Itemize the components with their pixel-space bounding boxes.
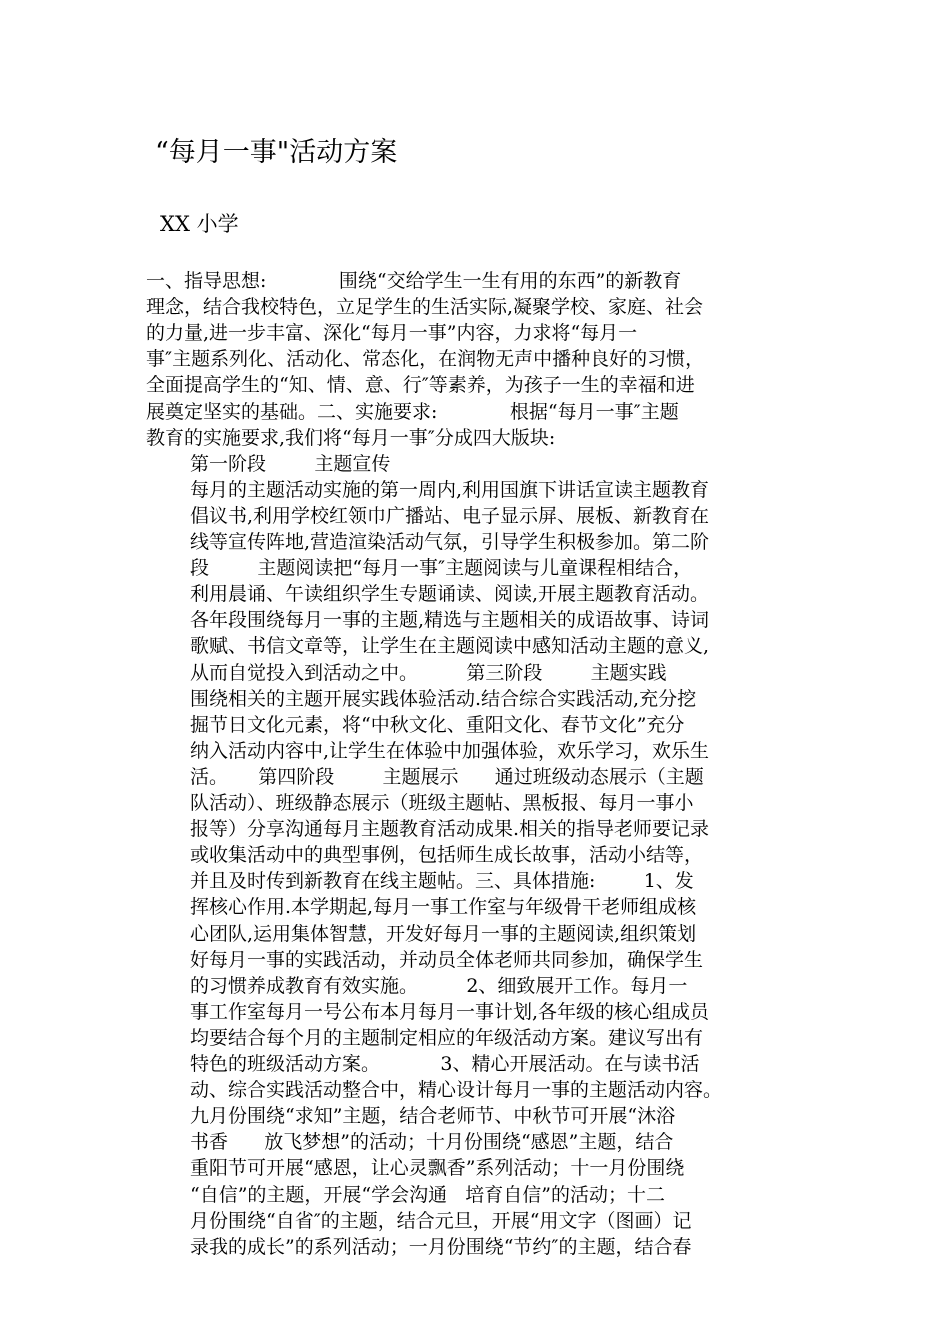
text-line: 队活动）、班级静态展示（班级主题帖、黑板报、每月一事小 bbox=[190, 792, 694, 814]
text-line: 事工作室每月一号公布本月每月一事计划,各年级的核心组成员 bbox=[190, 1000, 710, 1023]
text-line: 书香 放飞梦想”的活动；十月份围绕“感恩”主题，结合 bbox=[190, 1131, 674, 1154]
text-line: 活。 第四阶段 主题展示 通过班级动态展示（主题 bbox=[190, 765, 704, 788]
text-line: 全面提高学生的“知、情、意、行″等素养，为孩子一生的幸福和进 bbox=[146, 374, 695, 397]
text-line: 教育的实施要求,我们将“每月一事″分成四大版块: bbox=[146, 426, 556, 449]
text-line: 每月的主题活动实施的第一周内,利用国旗下讲话宣读主题教育 bbox=[190, 478, 710, 501]
text-line: “自信”的主题，开展“学会沟通 培育自信”的活动；十二 bbox=[190, 1183, 665, 1206]
text-line: 段 主题阅读把“每月一事″主题阅读与儿童课程相结合， bbox=[190, 557, 693, 580]
text-line: 的习惯养成教育有效实施。 2、细致展开工作。每月一 bbox=[190, 974, 688, 997]
text-line: 利用晨诵、午读组织学生专题诵读、阅读,开展主题教育活动。 bbox=[190, 583, 710, 606]
text-line: 掘节日文化元素，将“中秋文化、重阳文化、春节文化”充分 bbox=[190, 713, 685, 736]
text-line: 心团队,运用集体智慧，开发好每月一事的主题阅读,组织策划 bbox=[190, 922, 697, 945]
document-title: “每月一事"活动方案 bbox=[155, 137, 398, 168]
text-line: 动、综合实践活动整合中，精心设计每月一事的主题活动内容。 bbox=[190, 1079, 723, 1102]
text-line: 重阳节可开展“感恩，让心灵飘香”系列活动；十一月份围绕 bbox=[190, 1157, 685, 1180]
text-line: 的力量,进一步丰富、深化“每月一事”内容，力求将“每月一 bbox=[146, 322, 638, 345]
text-line: 线等宣传阵地,营造渲染活动气氛，引导学生积极参加。第二阶 bbox=[190, 531, 710, 553]
school-name: XX 小学 bbox=[160, 212, 239, 236]
text-line: 第一阶段 主题宣传 bbox=[190, 452, 391, 475]
text-line: 从而自觉投入到活动之中。 第三阶段 主题实践 bbox=[190, 661, 667, 684]
text-line: 并且及时传到新教育在线主题帖。三、具体措施: 1、发 bbox=[190, 870, 694, 893]
text-line: 特色的班级活动方案。 3、精心开展活动。在与读书活 bbox=[190, 1053, 700, 1075]
text-line: 一、指导思想: 围绕“交给学生一生有用的东西”的新教育 bbox=[146, 270, 682, 292]
text-line: 事″主题系列化、活动化、常态化，在润物无声中播种良好的习惯， bbox=[146, 348, 705, 371]
text-line: 或收集活动中的典型事例，包括师生成长故事，活动小结等， bbox=[190, 844, 704, 867]
text-line: 好每月一事的实践活动，并动员全体老师共同参加，确保学生 bbox=[190, 948, 704, 971]
text-line: 录我的成长”的系列活动；一月份围绕“节约″的主题，结合春 bbox=[190, 1235, 692, 1258]
text-line: 歌赋、书信文章等，让学生在主题阅读中感知活动主题的意义, bbox=[190, 635, 710, 658]
text-line: 围绕相关的主题开展实践体验活动.结合综合实践活动,充分挖 bbox=[190, 687, 697, 710]
text-line: 均要结合每个月的主题制定相应的年级活动方案。建议写出有 bbox=[190, 1026, 704, 1049]
text-line: 理念，结合我校特色，立足学生的生活实际,凝聚学校、家庭、社会 bbox=[146, 296, 704, 319]
text-line: 报等）分享沟通每月主题教育活动成果.相关的指导老师要记录 bbox=[190, 818, 710, 841]
text-line: 月份围绕“自省″的主题，结合元旦，开展“用文字（图画）记 bbox=[190, 1209, 692, 1232]
text-line: 倡议书,利用学校红领巾广播站、电子显示屏、展板、新教育在 bbox=[190, 504, 710, 527]
text-line: 各年段围绕每月一事的主题,精选与主题相关的成语故事、诗词 bbox=[190, 609, 710, 632]
text-line: 九月份围绕“求知”主题，结合老师节、中秋节可开展“沐浴 bbox=[190, 1105, 676, 1128]
text-line: 纳入活动内容中,让学生在体验中加强体验，欢乐学习，欢乐生 bbox=[190, 739, 710, 762]
text-line: 挥核心作用.本学期起,每月一事工作室与年级骨干老师组成核 bbox=[190, 896, 697, 919]
text-line: 展奠定坚实的基础。二、实施要求: 根据“每月一事″主题 bbox=[146, 400, 679, 423]
